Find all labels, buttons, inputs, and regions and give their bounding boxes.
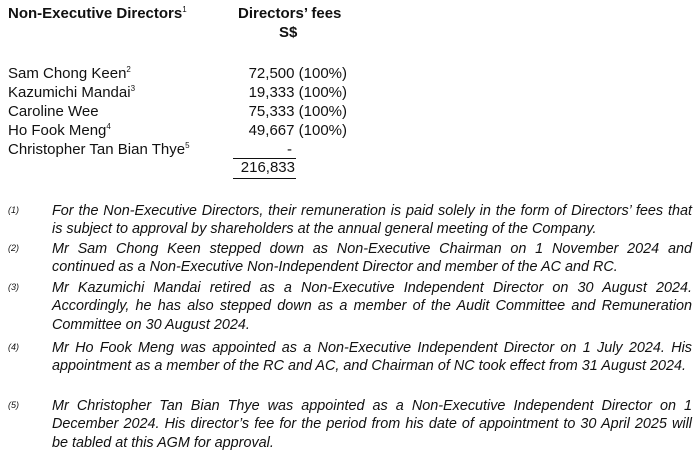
header-name-text: Non-Executive Directors [8,5,183,22]
director-name-text: Caroline Wee [8,103,99,120]
footnote-ref: 4 [106,122,111,131]
footnote-marker: (1) [8,205,19,215]
director-fee: - [287,141,292,158]
footnote-text: Mr Ho Fook Meng was appointed as a Non-Executive Independent Director on 1 July 2024. His appointment as a member of the RC and AC, and Chairman of NC took effect from 31 August 2024. [52,340,692,375]
director-fee: 72,500 (100%) [248,65,347,82]
footnote-text: Mr Sam Chong Keen stepped down as Non-Executive Chairman on 1 November 2024 and continued as a Non-Executive Non-Independent Director and member of the AC and RC. [52,241,692,276]
footnote-text: Mr Kazumichi Mandai retired as a Non-Executive Independent Director on 30 August 2024. Accordingly, he has also stepped down as a member of the Audit Committee and Remuneration Committee on 30 August 2024. [52,280,692,333]
director-name-text: Sam Chong Keen [8,65,127,82]
director-name-text: Christopher Tan Bian Thye [8,141,186,158]
footnote-marker: (4) [8,342,19,352]
table-row [0,84,700,102]
table-row [0,141,700,159]
footnote-marker: (2) [8,243,19,253]
table-row [0,122,700,140]
director-fee: 75,333 (100%) [248,103,347,120]
director-name [8,122,111,139]
total-rule-bottom [233,178,296,179]
footnote-text: For the Non-Executive Directors, their remuneration is paid solely in the form of Directors’ fees that is subject to approval by shareholders at the annual general meeting of the Company. [52,203,692,238]
director-name [8,65,131,82]
total-value: 216,833 [240,159,295,176]
table-row [0,65,700,83]
footnote-marker: (3) [8,282,19,292]
table-header-name [8,5,187,22]
director-name-text: Kazumichi Mandai [8,84,131,101]
director-fee: 49,667 (100%) [248,122,347,139]
footnote-ref: 5 [185,141,190,150]
header-name-footnote-ref: 1 [182,5,187,14]
footnote-text: Mr Christopher Tan Bian Thye was appointed as a Non-Executive Independent Director on 1 December 2024. His director’s fee for the period from his date of appointment to 30 April 2025 will be tabled at this AGM for approval. [52,398,692,451]
table-header-fees: Directors’ fees [238,5,342,22]
director-fee: 19,333 (100%) [248,84,347,101]
footnote-marker: (5) [8,400,19,410]
director-name [8,103,99,120]
director-name [8,141,190,158]
footnote-ref: 3 [130,84,136,93]
table-row [0,103,700,121]
director-name-text: Ho Fook Meng [8,122,107,139]
footnote-ref: 2 [126,65,131,74]
table-header-currency: S$ [279,24,298,41]
director-name [8,84,135,101]
